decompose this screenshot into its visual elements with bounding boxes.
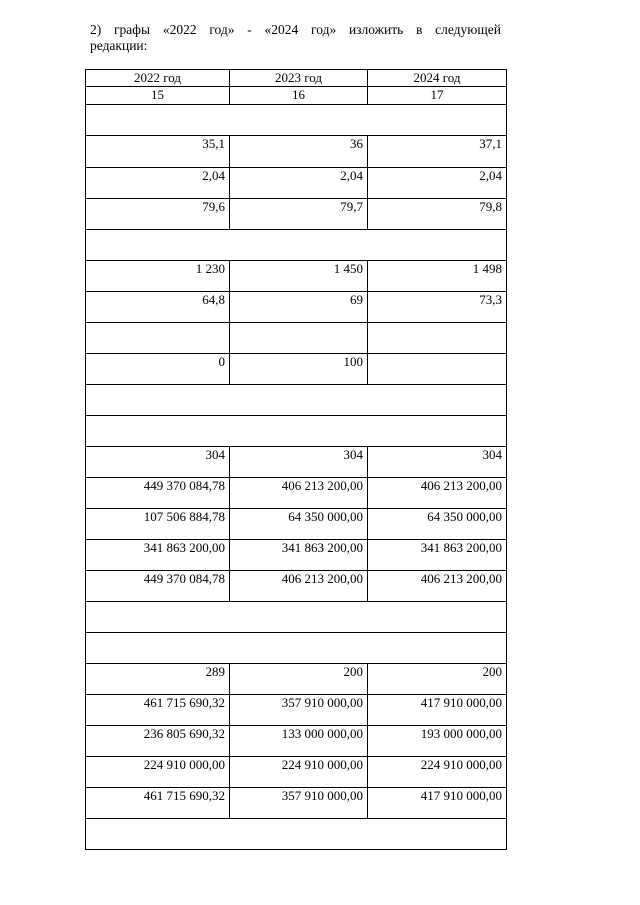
table-row — [86, 292, 507, 323]
value-cell-2024: 406 213 200,00 — [368, 571, 507, 602]
table-row — [86, 726, 507, 757]
table-row — [86, 509, 507, 540]
value-cell-2024: 37,1 — [368, 136, 507, 168]
section-cell — [86, 385, 507, 416]
value-cell-2024: 200 — [368, 664, 507, 695]
value-cell-2024: 2,04 — [368, 168, 507, 199]
value-cell-2022: 461 715 690,32 — [86, 695, 230, 726]
value-cell-2023: 2,04 — [230, 168, 368, 199]
value-cell-2023: 69 — [230, 292, 368, 323]
value-cell-2023: 133 000 000,00 — [230, 726, 368, 757]
value-cell-2024 — [368, 354, 507, 385]
value-cell-2024: 224 910 000,00 — [368, 757, 507, 788]
value-cell-2022 — [86, 323, 230, 354]
value-cell-2024: 417 910 000,00 — [368, 788, 507, 819]
column-number-17: 17 — [368, 87, 507, 105]
value-cell-2022: 289 — [86, 664, 230, 695]
section-row — [86, 416, 507, 447]
value-cell-2022: 449 370 084,78 — [86, 478, 230, 509]
value-cell-2023: 357 910 000,00 — [230, 695, 368, 726]
header-2022: 2022 год — [86, 70, 230, 87]
section-cell — [86, 602, 507, 633]
value-cell-2024: 193 000 000,00 — [368, 726, 507, 757]
value-cell-2022: 449 370 084,78 — [86, 571, 230, 602]
value-cell-2022: 35,1 — [86, 136, 230, 168]
value-cell-2024: 1 498 — [368, 261, 507, 292]
value-cell-2022: 341 863 200,00 — [86, 540, 230, 571]
header-2023: 2023 год — [230, 70, 368, 87]
value-cell-2023: 406 213 200,00 — [230, 478, 368, 509]
section-row — [86, 230, 507, 261]
table-row — [86, 664, 507, 695]
section-cell — [86, 230, 507, 261]
value-cell-2024: 73,3 — [368, 292, 507, 323]
value-cell-2023: 1 450 — [230, 261, 368, 292]
intro-line-2: редакции: — [90, 38, 148, 53]
column-number-15: 15 — [86, 87, 230, 105]
section-row — [86, 602, 507, 633]
section-row — [86, 385, 507, 416]
intro-line-1: 2) графы «2022 год» - «2024 год» изложить в следующей — [90, 22, 501, 37]
header-row — [86, 70, 507, 87]
value-cell-2023: 357 910 000,00 — [230, 788, 368, 819]
value-cell-2024: 79,8 — [368, 199, 507, 230]
section-row — [86, 105, 507, 136]
section-row — [86, 819, 507, 850]
table-row — [86, 261, 507, 292]
value-cell-2024: 341 863 200,00 — [368, 540, 507, 571]
value-cell-2023: 100 — [230, 354, 368, 385]
section-cell — [86, 633, 507, 664]
value-cell-2022: 107 506 884,78 — [86, 509, 230, 540]
table-row — [86, 136, 507, 168]
value-cell-2024: 304 — [368, 447, 507, 478]
table-row — [86, 788, 507, 819]
header-2024: 2024 год — [368, 70, 507, 87]
budget-table — [85, 69, 507, 850]
table-row — [86, 571, 507, 602]
value-cell-2023: 304 — [230, 447, 368, 478]
section-cell — [86, 105, 507, 136]
value-cell-2023: 36 — [230, 136, 368, 168]
section-cell — [86, 819, 507, 850]
value-cell-2024: 417 910 000,00 — [368, 695, 507, 726]
value-cell-2022: 2,04 — [86, 168, 230, 199]
table-row — [86, 478, 507, 509]
value-cell-2022: 0 — [86, 354, 230, 385]
value-cell-2022: 304 — [86, 447, 230, 478]
value-cell-2023: 406 213 200,00 — [230, 571, 368, 602]
value-cell-2023: 341 863 200,00 — [230, 540, 368, 571]
value-cell-2023: 224 910 000,00 — [230, 757, 368, 788]
table-row — [86, 757, 507, 788]
value-cell-2022: 79,6 — [86, 199, 230, 230]
value-cell-2023: 200 — [230, 664, 368, 695]
table-row — [86, 695, 507, 726]
table-row — [86, 323, 507, 354]
value-cell-2024: 406 213 200,00 — [368, 478, 507, 509]
value-cell-2022: 461 715 690,32 — [86, 788, 230, 819]
column-number-16: 16 — [230, 87, 368, 105]
table-row — [86, 540, 507, 571]
table-row — [86, 447, 507, 478]
column-number-row — [86, 87, 507, 105]
value-cell-2023: 79,7 — [230, 199, 368, 230]
value-cell-2023: 64 350 000,00 — [230, 509, 368, 540]
table-row — [86, 199, 507, 230]
value-cell-2022: 64,8 — [86, 292, 230, 323]
value-cell-2023 — [230, 323, 368, 354]
intro-paragraph — [90, 22, 501, 54]
value-cell-2022: 224 910 000,00 — [86, 757, 230, 788]
table-row — [86, 354, 507, 385]
section-cell — [86, 416, 507, 447]
value-cell-2024 — [368, 323, 507, 354]
table-row — [86, 168, 507, 199]
value-cell-2024: 64 350 000,00 — [368, 509, 507, 540]
section-row — [86, 633, 507, 664]
value-cell-2022: 236 805 690,32 — [86, 726, 230, 757]
value-cell-2022: 1 230 — [86, 261, 230, 292]
